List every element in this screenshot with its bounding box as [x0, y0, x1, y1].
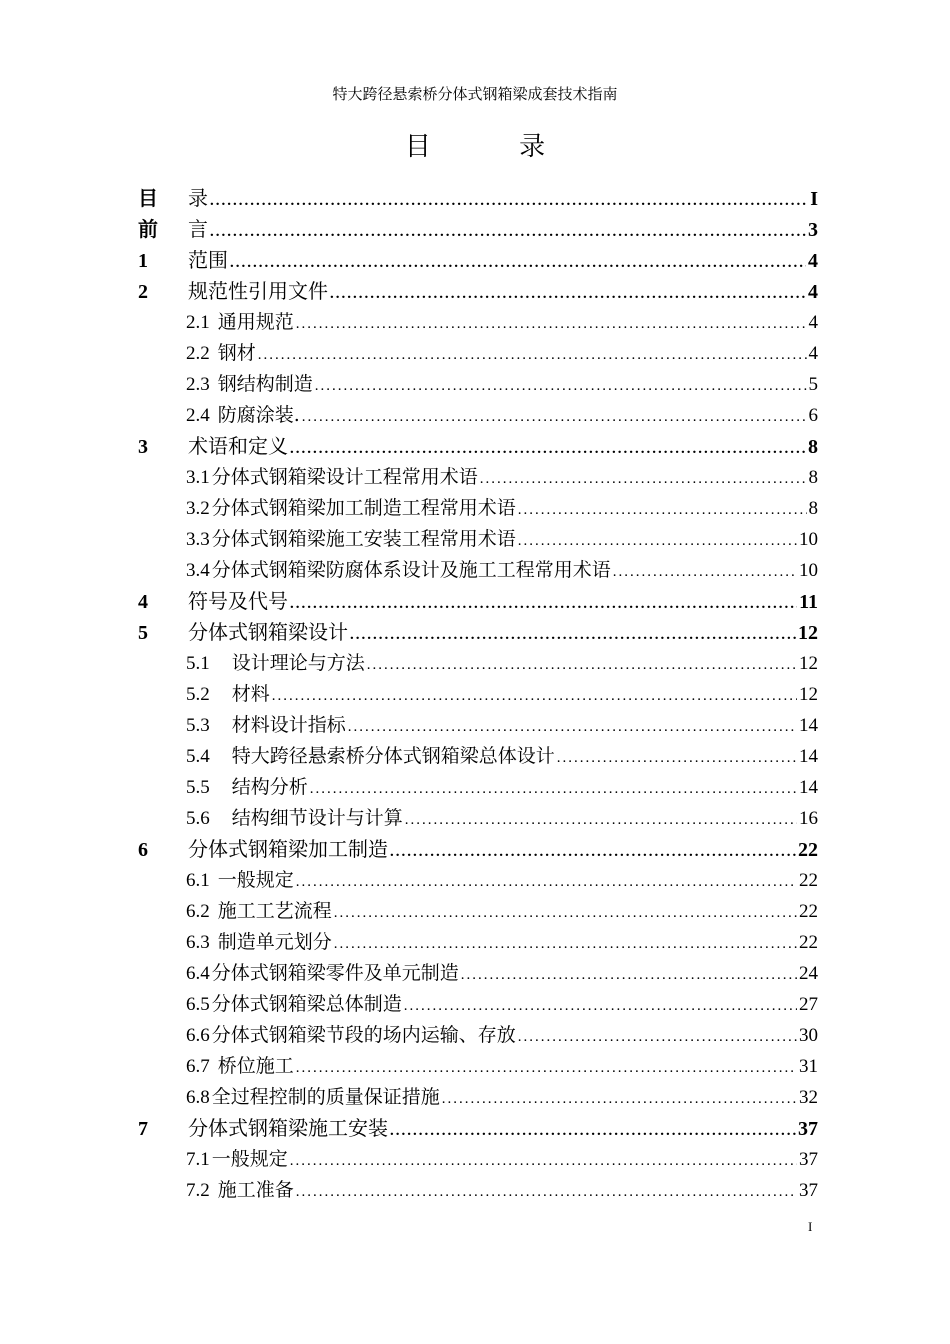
toc-entry-number: 5.3	[186, 715, 210, 736]
toc-leader-dots	[518, 526, 797, 557]
toc-leader-dots	[405, 805, 797, 836]
toc-entry-page: 6	[808, 405, 818, 426]
toc-leader-dots	[296, 1053, 797, 1084]
toc-entry-page: 4	[808, 343, 818, 364]
toc-entry-number: 3	[138, 436, 148, 458]
toc-entry-number: 前	[138, 219, 158, 241]
toc-entry-page: 10	[799, 529, 818, 550]
toc-entry-number: 3.1	[186, 467, 210, 488]
toc-leader-dots	[330, 279, 806, 310]
toc-entry-title: 材料设计指标	[231, 714, 346, 736]
toc-entry-page: 14	[799, 777, 818, 798]
toc-entry-number: 5.4	[186, 746, 210, 767]
toc-entry-title: 钢结构制造	[217, 373, 313, 395]
toc-entry[interactable]	[138, 1020, 818, 1051]
toc-entry-title: 分体式钢箱梁设计工程常用术语	[211, 466, 478, 488]
table-of-contents	[138, 183, 818, 1206]
toc-entry-title: 防腐涂装.	[217, 404, 300, 426]
toc-entry-page: 8	[808, 467, 818, 488]
toc-entry-page: 12	[798, 622, 818, 644]
toc-entry[interactable]	[138, 183, 818, 214]
toc-leader-dots	[290, 589, 797, 620]
toc-entry-page: 14	[799, 746, 818, 767]
toc-leader-dots	[404, 991, 797, 1022]
toc-entry-title: 言	[188, 217, 208, 241]
toc-entry-page: 4	[808, 312, 818, 333]
toc-leader-dots	[302, 402, 807, 433]
toc-entry[interactable]	[138, 276, 818, 307]
toc-entry-number: 3.4	[186, 560, 210, 581]
toc-entry-page: 8	[808, 436, 818, 458]
toc-entry-title: 分体式钢箱梁防腐体系设计及施工工程常用术语	[211, 559, 611, 581]
toc-leader-dots	[334, 929, 797, 960]
toc-entry-number: 5.1	[186, 653, 210, 674]
toc-entry-page: 3	[808, 219, 818, 241]
toc-entry[interactable]	[138, 493, 818, 524]
toc-entry-page: I	[810, 188, 818, 210]
toc-entry-title: 施工准备	[217, 1179, 294, 1201]
toc-entry-page: 32	[799, 1087, 818, 1108]
toc-leader-dots	[367, 650, 797, 681]
toc-entry-title: 规范性引用文件	[188, 279, 328, 303]
toc-entry-page: 14	[799, 715, 818, 736]
toc-entry-title: 制造单元划分	[217, 931, 332, 953]
toc-entry-title: 范围	[188, 248, 228, 272]
toc-entry[interactable]	[138, 1051, 818, 1082]
toc-entry[interactable]	[138, 772, 818, 803]
toc-entry-number: 7	[138, 1118, 148, 1140]
toc-entry-title: 设计理论与方法	[231, 652, 365, 674]
toc-entry-page: 12	[799, 653, 818, 674]
toc-leader-dots	[348, 712, 797, 743]
toc-entry-title: 分体式钢箱梁施工安装	[188, 1116, 388, 1140]
toc-entry-title: 一般规定	[217, 869, 294, 891]
toc-entry-title: 结构细节设计与计算	[231, 807, 403, 829]
toc-entry-page: 12	[799, 684, 818, 705]
toc-entry-title: 分体式钢箱梁加工制造工程常用术语	[211, 497, 516, 519]
toc-leader-dots	[315, 371, 807, 402]
toc-entry-number: 2.3	[186, 374, 210, 395]
toc-entry-number: 6.2	[186, 901, 210, 922]
toc-leader-dots	[296, 1177, 797, 1208]
toc-entry[interactable]	[138, 865, 818, 896]
toc-entry[interactable]	[138, 927, 818, 958]
toc-entry-page: 37	[799, 1149, 818, 1170]
toc-entry-number: 5.2	[186, 684, 210, 705]
toc-entry-number: 3.2	[186, 498, 210, 519]
toc-entry-title: 桥位施工	[217, 1055, 294, 1077]
toc-entry[interactable]	[138, 338, 818, 369]
toc-entry[interactable]	[138, 431, 818, 462]
toc-leader-dots	[518, 495, 807, 526]
toc-entry-title: 分体式钢箱梁零件及单元制造	[211, 962, 459, 984]
toc-entry-title: 全过程控制的质量保证措施	[211, 1086, 440, 1108]
running-header: 特大跨径悬索桥分体式钢箱梁成套技术指南	[332, 85, 618, 103]
toc-entry-title: 施工工艺流程	[217, 900, 332, 922]
toc-entry-number: 6.5	[186, 994, 210, 1015]
toc-leader-dots	[557, 743, 797, 774]
toc-entry-number: 目	[138, 188, 158, 210]
toc-entry[interactable]	[138, 679, 818, 710]
toc-leader-dots	[230, 248, 806, 279]
toc-entry-number: 6.6	[186, 1025, 210, 1046]
toc-entry-number: 6	[138, 839, 148, 861]
page-title: 目 录	[404, 132, 586, 162]
toc-entry[interactable]	[138, 648, 818, 679]
toc-entry-number: 6.4	[186, 963, 210, 984]
toc-leader-dots	[272, 681, 797, 712]
toc-leader-dots	[258, 340, 807, 371]
toc-entry-number: 6.3	[186, 932, 210, 953]
toc-entry[interactable]	[138, 834, 818, 865]
toc-entry[interactable]	[138, 1113, 818, 1144]
toc-entry-number: 2.4	[186, 405, 210, 426]
toc-entry-page: 37	[798, 1118, 818, 1140]
toc-entry[interactable]	[138, 741, 818, 772]
toc-entry-number: 4	[138, 591, 148, 613]
toc-entry-page: 24	[799, 963, 818, 984]
toc-entry-page: 8	[808, 498, 818, 519]
toc-entry-title: 一般规定	[211, 1148, 288, 1170]
page-number: I	[808, 1219, 813, 1234]
toc-entry-number: 6.7	[186, 1056, 210, 1077]
toc-entry[interactable]	[138, 214, 818, 245]
toc-entry-title: 分体式钢箱梁施工安装工程常用术语	[211, 528, 516, 550]
toc-leader-dots	[480, 464, 807, 495]
toc-entry[interactable]	[138, 1144, 818, 1175]
toc-entry-title: 符号及代号	[188, 589, 288, 613]
toc-entry-title: 分体式钢箱梁节段的场内运输、存放	[211, 1024, 516, 1046]
toc-leader-dots	[518, 1022, 797, 1053]
toc-entry-page: 10	[799, 560, 818, 581]
toc-entry[interactable]	[138, 617, 818, 648]
toc-entry[interactable]	[138, 369, 818, 400]
toc-entry-page: 5	[808, 374, 818, 395]
toc-entry-number: 2.2	[186, 343, 210, 364]
toc-entry-page: 27	[799, 994, 818, 1015]
toc-entry-page: 11	[799, 591, 818, 613]
toc-entry[interactable]	[138, 524, 818, 555]
toc-entry-title: 分体式钢箱梁总体制造	[211, 993, 402, 1015]
toc-entry-number: 3.3	[186, 529, 210, 550]
toc-leader-dots	[210, 186, 808, 217]
toc-entry-page: 22	[799, 932, 818, 953]
toc-entry-number: 5.6	[186, 808, 210, 829]
toc-entry-title: 分体式钢箱梁加工制造	[188, 837, 388, 861]
toc-entry-page: 22	[799, 901, 818, 922]
toc-entry-number: 2	[138, 281, 148, 303]
toc-entry-page: 22	[799, 870, 818, 891]
toc-leader-dots	[210, 217, 806, 248]
toc-entry-title: 材料	[231, 683, 270, 705]
toc-entry-title: 术语和定义	[188, 434, 288, 458]
toc-entry-title: 通用规范	[217, 311, 294, 333]
toc-entry-number: 2.1	[186, 312, 210, 333]
toc-entry-title: 特大跨径悬索桥分体式钢箱梁总体设计	[231, 745, 555, 767]
toc-entry[interactable]	[138, 307, 818, 338]
toc-entry-page: 4	[808, 281, 818, 303]
toc-leader-dots	[390, 1116, 796, 1147]
toc-entry[interactable]	[138, 1175, 818, 1206]
toc-entry-page: 4	[808, 250, 818, 272]
toc-entry[interactable]	[138, 958, 818, 989]
toc-entry[interactable]	[138, 462, 818, 493]
toc-entry[interactable]	[138, 803, 818, 834]
toc-leader-dots	[442, 1084, 797, 1115]
toc-leader-dots	[350, 620, 796, 651]
toc-entry[interactable]	[138, 586, 818, 617]
toc-entry-title: 分体式钢箱梁设计	[188, 620, 348, 644]
toc-entry[interactable]	[138, 245, 818, 276]
toc-entry[interactable]	[138, 400, 818, 431]
toc-leader-dots	[461, 960, 797, 991]
toc-entry-number: 7.2	[186, 1180, 210, 1201]
toc-entry-number: 6.8	[186, 1087, 210, 1108]
toc-entry[interactable]	[138, 555, 818, 586]
toc-entry-number: 6.1	[186, 870, 210, 891]
toc-leader-dots	[296, 867, 797, 898]
toc-entry-number: 1	[138, 250, 148, 272]
toc-entry-title: 钢材	[217, 342, 256, 364]
toc-leader-dots	[390, 837, 796, 868]
toc-entry-page: 31	[799, 1056, 818, 1077]
toc-entry-page: 30	[799, 1025, 818, 1046]
toc-leader-dots	[310, 774, 797, 805]
toc-leader-dots	[290, 434, 806, 465]
toc-entry-page: 22	[798, 839, 818, 861]
toc-entry-number: 5.5	[186, 777, 210, 798]
toc-entry-page: 16	[799, 808, 818, 829]
toc-entry-number: 7.1	[186, 1149, 210, 1170]
toc-entry[interactable]	[138, 896, 818, 927]
toc-entry-title: 结构分析	[231, 776, 308, 798]
toc-leader-dots	[296, 309, 807, 340]
toc-entry[interactable]	[138, 710, 818, 741]
toc-entry-page: 37	[799, 1180, 818, 1201]
toc-leader-dots	[334, 898, 797, 929]
toc-leader-dots	[290, 1146, 797, 1177]
toc-entry[interactable]	[138, 1082, 818, 1113]
toc-entry[interactable]	[138, 989, 818, 1020]
toc-entry-title: 录	[188, 186, 208, 210]
toc-entry-number: 5	[138, 622, 148, 644]
toc-leader-dots	[613, 557, 797, 588]
